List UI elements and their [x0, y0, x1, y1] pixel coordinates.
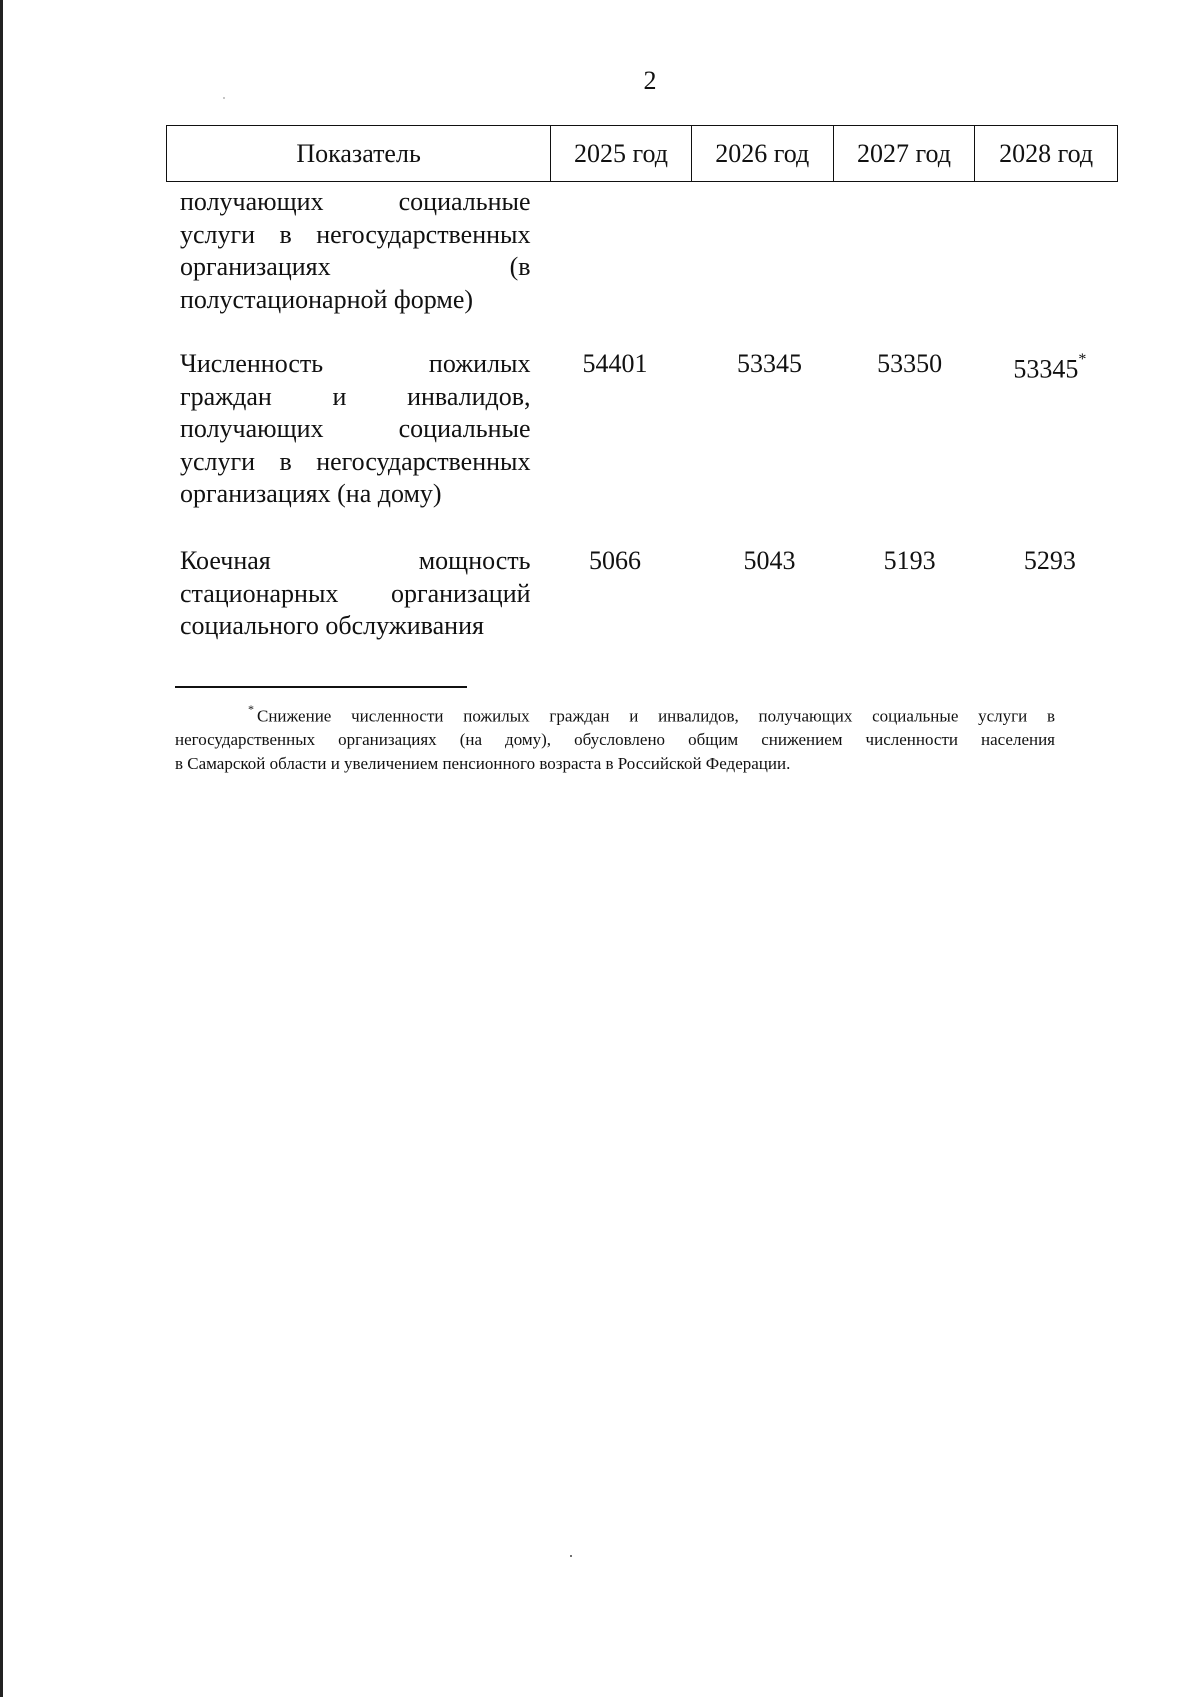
scan-speck [570, 1555, 572, 1557]
row-label-line: полустационарной форме) [180, 284, 474, 314]
header-year-2028: 2028 год [999, 138, 1094, 168]
row-label-line: получающих социальные [180, 414, 531, 443]
footnote-marker: * [1078, 351, 1087, 368]
row-label-line: Коечная мощность [180, 546, 531, 575]
header-year-2026: 2026 год [692, 126, 834, 181]
value-2028-number: 53345 [1013, 354, 1079, 384]
value-2027: 53350 [877, 349, 943, 378]
footnote-marker: * [248, 702, 254, 716]
row-label-line: получающих социальные [180, 187, 531, 216]
value-2026: 5043 [743, 546, 796, 575]
table-row [180, 186, 1120, 316]
header-year-2025: 2025 год [551, 126, 692, 181]
value-2028 [980, 348, 1120, 511]
table-row [180, 545, 1120, 643]
table-header [166, 125, 1118, 182]
value-2025: 54401 [582, 349, 648, 378]
value-2027: 5193 [883, 546, 936, 575]
footnote-line [175, 700, 1055, 728]
scan-speck [223, 97, 225, 99]
row-label [180, 186, 531, 316]
row-label-line: Численность пожилых [180, 349, 531, 378]
footnote [175, 700, 1055, 775]
footnote-text: Снижение численности пожилых граждан и инвалидов, получающих социальные услуги в [257, 706, 1055, 726]
row-label-line: услуги в негосударственных [180, 219, 531, 249]
row-label-line: граждан и инвалидов, [180, 381, 531, 411]
row-label-line: организациях (на дому) [180, 479, 442, 508]
row-label-line: социального обслуживания [180, 611, 484, 640]
footnote-line: негосударственных организациях (на дому), обусловлено общим снижением численности населения [175, 730, 1055, 750]
page-number: 2 [643, 66, 657, 95]
row-label-line: стационарных организаций [180, 578, 531, 608]
value-2027 [840, 186, 980, 316]
row-label-line: организациях (в [180, 252, 531, 281]
value-2025: 5066 [588, 546, 641, 575]
value-2026: 53345 [736, 349, 802, 378]
table-row [180, 348, 1120, 511]
row-label-line: услуги в негосударственных [180, 446, 531, 476]
row-label [180, 348, 531, 511]
header-indicator: Показатель [167, 126, 551, 181]
scan-left-edge [0, 0, 3, 1697]
value-2026 [699, 186, 839, 316]
value-2025 [531, 186, 700, 316]
value-2028: 5293 [1023, 546, 1076, 575]
footnote-separator [175, 686, 467, 688]
header-year-2027: 2027 год [834, 126, 976, 181]
value-2028 [980, 186, 1120, 316]
footnote-line: в Самарской области и увеличением пенсионного возраста в Российской Федерации. [175, 753, 791, 773]
row-label [180, 545, 531, 643]
